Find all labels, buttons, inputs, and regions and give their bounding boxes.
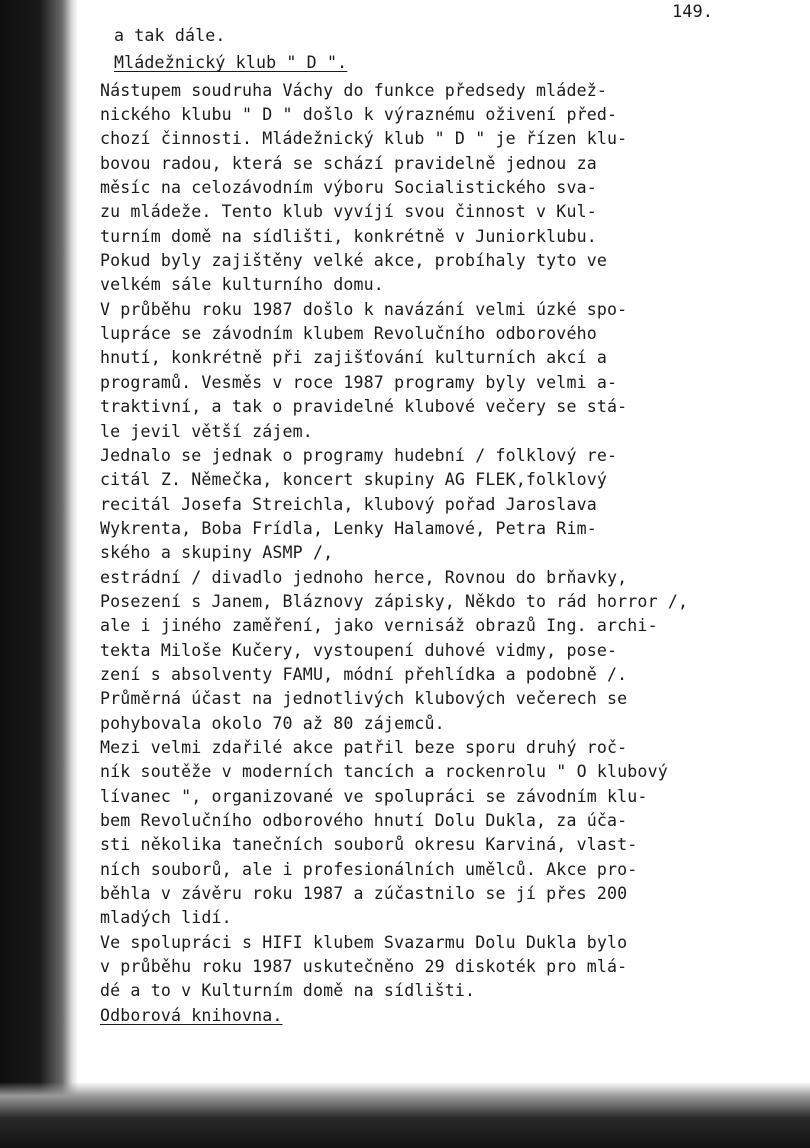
text-line: ského a skupiny ASMP /, [100, 543, 334, 563]
text-line: estrádní / divadlo jednoho herce, Rovnou do brňavky, [100, 567, 628, 587]
text-line: Wykrenta, Boba Frídla, Lenky Halamové, Petra Rim- [100, 518, 597, 538]
text-line: měsíc na celozávodním výboru Socialistického sva- [100, 178, 597, 198]
document-body [86, 24, 689, 1028]
text-line: programů. Vesměs v roce 1987 programy byly velmi a- [100, 372, 618, 392]
text-line: hnutí, konkrétně při zajišťování kulturních akcí a [100, 348, 608, 368]
text-line: Jednalo se jednak o programy hudební / folklový re- [100, 445, 618, 465]
section-heading: Odborová knihovna. [100, 1005, 283, 1025]
text-line: turním domě na sídlišti, konkrétně v Juniorklubu. [100, 226, 597, 246]
text-line: ale i jiného zaměření, jako vernisáž obrazů Ing. archi- [100, 616, 658, 636]
text-line: tekta Miloše Kučery, vystoupení duhové vidmy, pose- [100, 640, 618, 660]
text-line: pohybovala okolo 70 až 80 zájemců. [100, 713, 445, 733]
text-line: zu mládeže. Tento klub vyvíjí svou činnost v Kul- [100, 202, 597, 222]
text-line: ních souborů, ale i profesionálních umělců. Akce pro- [100, 859, 638, 879]
text-line: traktivní, a tak o pravidelné klubové večery se stá- [100, 397, 628, 417]
text-line: mladých lidí. [100, 908, 232, 928]
text-line: V průběhu roku 1987 došlo k navázání velmi úzké spo- [100, 299, 628, 319]
text-line: velkém sále kulturního domu. [100, 275, 384, 295]
text-line: citál Z. Němečka, koncert skupiny AG FLEK,folklový [100, 470, 608, 490]
text-line: bem Revolučního odborového hnutí Dolu Dukla, za úča- [100, 811, 628, 830]
section-heading: Mládežnický klub " D ". [114, 53, 348, 73]
text-line: Nástupem soudruha Váchy do funkce předsedy mládež- [100, 80, 608, 100]
text-line: v průběhu roku 1987 uskutečněno 29 diskoték pro mlá- [100, 957, 628, 977]
text-line: sti několika tanečních souborů okresu Karviná, vlast- [100, 835, 638, 855]
bottom-shadow [0, 1082, 810, 1148]
text-line: ník soutěže v moderních tancích a rockenrolu " O klubový [100, 762, 668, 782]
text-line: Průměrná účast na jednotlivých klubových večerech se [100, 689, 628, 709]
text-line: Pokud byly zajištěny velké akce, probíhaly tyto ve [100, 251, 608, 271]
text-line: bovou radou, která se schází pravidelně jednou za [100, 153, 597, 173]
binding-shadow [0, 0, 78, 1148]
text-line: zení s absolventy FAMU, módní přehlídka a podobně /. [100, 664, 628, 684]
text-line: lupráce se závodním klubem Revolučního odborového [100, 324, 597, 344]
text-line: lívanec ", organizované ve spolupráci se závodním klu- [100, 786, 648, 806]
text-line: nického klubu " D " došlo k výraznému oživení před- [100, 105, 618, 125]
text-line: dé a to v Kulturním domě na sídlišti. [100, 981, 476, 1001]
page-number: 149. [672, 2, 713, 22]
text-line: recitál Josefa Streichla, klubový pořad Jaroslava [100, 494, 597, 514]
text-line: Ve spolupráci s HIFI klubem Svazarmu Dolu Dukla bylo [100, 932, 628, 952]
text-line: le jevil větší zájem. [100, 421, 313, 441]
text-line: chozí činnosti. Mládežnický klub " D " je řízen klu- [100, 129, 628, 149]
text-line: Posezení s Janem, Bláznovy zápisky, Někdo to rád horror /, [100, 591, 689, 611]
text-line: a tak dále. [114, 26, 226, 45]
text-line: Mezi velmi zdařilé akce patřil beze sporu druhý roč- [100, 737, 628, 757]
text-line: běhla v závěru roku 1987 a zúčastnilo se jí přes 200 [100, 884, 628, 904]
